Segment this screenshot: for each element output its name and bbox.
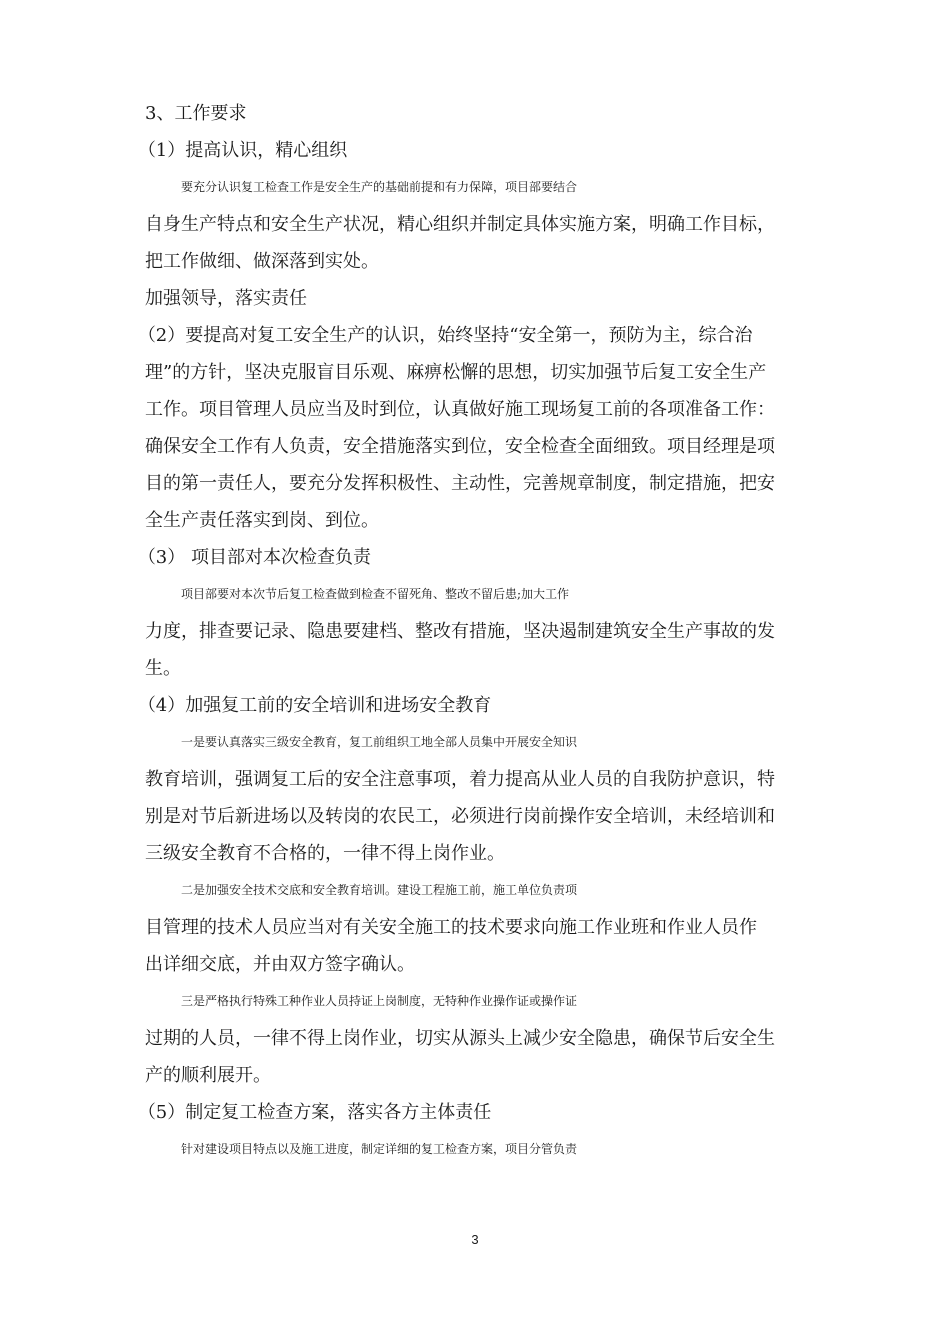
text-line: 教育培训，强调复工后的安全注意事项，着力提高从业人员的自我防护意识，特 <box>145 769 775 790</box>
text-line: 全生产责任落实到岗、到位。 <box>145 510 379 531</box>
text-line: 过期的人员，一律不得上岗作业，切实从源头上减少安全隐患，确保节后安全生 <box>145 1028 775 1049</box>
text-line: 出详细交底，并由双方签字确认。 <box>145 954 415 975</box>
document-body <box>137 95 817 1168</box>
text-line: 二是加强安全技术交底和安全教育培训。建设工程施工前，施工单位负责项 <box>181 883 578 897</box>
text-line: （3） 项目部对本次检查负责 <box>137 547 371 568</box>
text-line: 项目部要对本次节后复工检查做到检查不留死角、整改不留后患;加大工作 <box>181 587 570 601</box>
text-line: （4）加强复工前的安全培训和进场安全教育 <box>137 695 492 716</box>
text-line: 确保安全工作有人负责，安全措施落实到位，安全检查全面细致。项目经理是项 <box>145 436 775 457</box>
text-line: 要充分认识复工检查工作是安全生产的基础前提和有力保障，项目部要结合 <box>181 180 578 194</box>
text-line: 目的第一责任人，要充分发挥积极性、主动性，完善规章制度，制定措施，把安 <box>145 473 775 494</box>
page-number: 3 <box>471 1232 479 1247</box>
text-line: 三级安全教育不合格的，一律不得上岗作业。 <box>145 843 505 864</box>
text-line: 工作。项目管理人员应当及时到位，认真做好施工现场复工前的各项准备工作： <box>145 399 775 420</box>
text-line: 理”的方针，坚决克服盲目乐观、麻痹松懈的思想，切实加强节后复工安全生产 <box>145 362 767 383</box>
text-line: 力度，排查要记录、隐患要建档、整改有措施，坚决遏制建筑安全生产事故的发 <box>145 621 775 642</box>
text-line: 自身生产特点和安全生产状况，精心组织并制定具体实施方案，明确工作目标， <box>145 214 775 235</box>
text-line: 生。 <box>145 658 181 679</box>
text-line: 产的顺利展开。 <box>145 1065 271 1086</box>
text-line: 3、工作要求 <box>145 103 247 124</box>
text-line: 把工作做细、做深落到实处。 <box>145 251 379 272</box>
text-line: 加强领导，落实责任 <box>145 288 307 309</box>
text-line: 目管理的技术人员应当对有关安全施工的技术要求向施工作业班和作业人员作 <box>145 917 757 938</box>
text-line: （2）要提高对复工安全生产的认识，始终坚持“安全第一，预防为主，综合治 <box>137 325 753 346</box>
text-line: 别是对节后新进场以及转岗的农民工，必须进行岗前操作安全培训，未经培训和 <box>145 806 775 827</box>
text-line: 三是严格执行特殊工种作业人员持证上岗制度，无特种作业操作证或操作证 <box>181 994 578 1008</box>
text-line: （1）提高认识，精心组织 <box>137 140 348 161</box>
text-line: （5）制定复工检查方案，落实各方主体责任 <box>137 1102 492 1123</box>
text-line: 针对建设项目特点以及施工进度，制定详细的复工检查方案，项目分管负责 <box>181 1142 578 1156</box>
text-line: 一是要认真落实三级安全教育，复工前组织工地全部人员集中开展安全知识 <box>181 735 578 749</box>
